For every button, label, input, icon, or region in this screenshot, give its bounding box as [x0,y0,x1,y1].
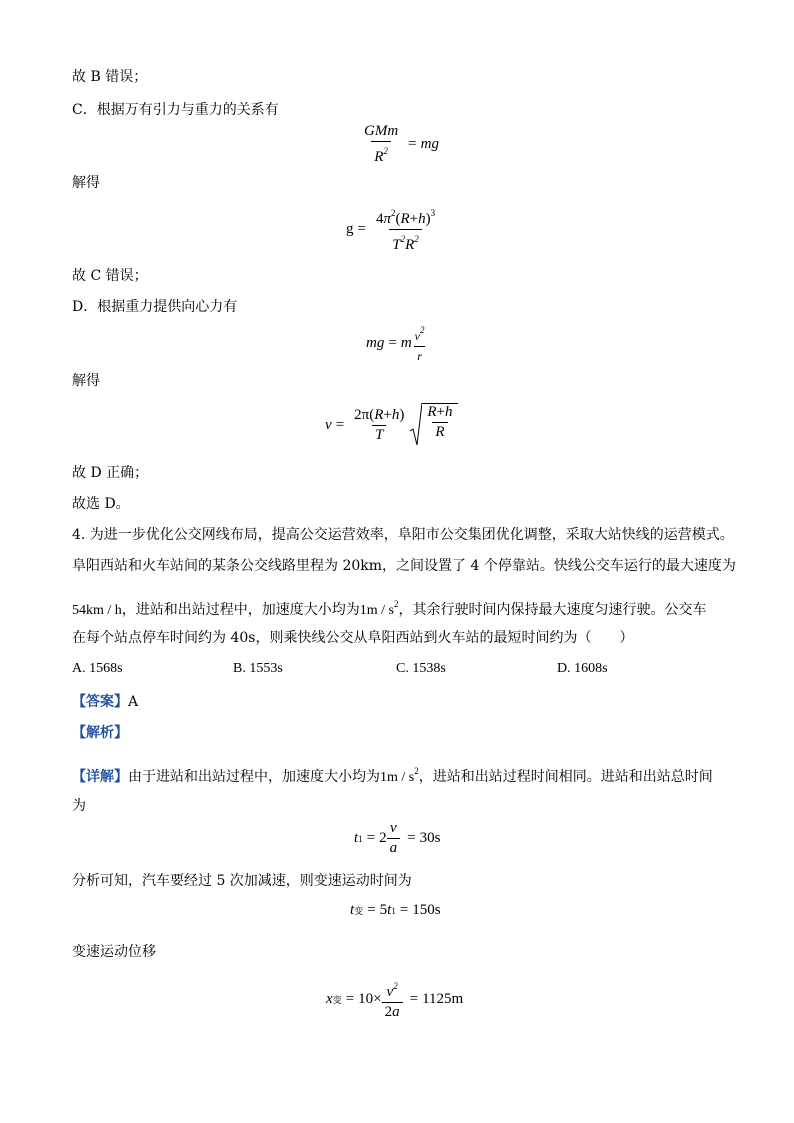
text-segment: ，进站和出站过程时间相同。进站和出站总时间 [418,769,713,785]
question-4-line-4: 在每个站点停车时间约为 40s，则乘快线公交从阜阳西站到火车站的最短时间约为（ ） [72,630,634,646]
text-d-intro: D．根据重力提供向心力有 [72,299,238,315]
question-4-line-3 [72,594,707,621]
equation-t-change: t 变 = 5 t 1 = 150s [350,902,441,918]
detail-line-2: 为 [72,798,86,814]
option-a: A. 1568s [72,661,123,676]
text-segment: ，其余行驶时间内保持最大速度匀速行驶。公交车 [398,602,707,618]
text-after-1: 分析可知，汽车要经过 5 次加减速，则变速运动时间为 [72,873,412,889]
detail-line [72,761,713,788]
equation-centripetal: mg = m $\frac{v^2}{r}$ [366,325,425,363]
text-segment: 由于进站和出站过程中，加速度大小均为 [128,769,380,785]
option-d: D. 1608s [557,661,608,676]
accel-value: $1m / s^2$ [359,599,399,618]
answer-value: A [128,694,139,710]
speed-value: 54km / h [72,603,122,618]
text-after-2: 变速运动位移 [72,944,156,960]
equation-v: v = $\frac{2\pi(R+h)}{T}$ $\frac{R+h}{R}$ [325,403,458,447]
text-b-wrong: 故 B 错误； [72,69,148,85]
text-solve-2: 解得 [72,373,100,389]
text-choose: 故选 D。 [72,496,130,512]
analysis-tag: 【解析】 [72,725,128,741]
answer-line [72,692,138,712]
text-d-right: 故 D 正确； [72,465,149,481]
question-4-line-1: 4. 为进一步优化公交网线布局，提高公交运营效率，阜阳市公交集团优化调整，采取大站快线的运营模式。 [72,527,734,543]
accel-unit: 1m / s [380,770,415,785]
equation-gravity: $\frac{\text{GMm}}{R^2}$ = mg [364,123,439,165]
detail-tag: 【详解】 [72,769,128,785]
option-c: C. 1538s [396,661,446,676]
text-c-intro: C．根据万有引力与重力的关系有 [72,102,279,118]
option-b: B. 1553s [233,661,283,676]
text-segment: ，进站和出站过程中，加速度大小均为 [121,602,360,618]
analysis-line [72,723,128,743]
accel-value: $1m / s^2$ [380,766,419,785]
equation-x-change: x 变 = 10× $\frac{v^2}{2a}$ = 1125m [326,981,464,1020]
answer-tag: 【答案】 [72,694,128,710]
question-4-line-2: 阜阳西站和火车站间的某条公交线路里程为 20km，之间设置了 4 个停靠站。快线公交车运行的最大速度为 [72,558,736,574]
text-c-wrong: 故 C 错误； [72,268,148,284]
text-solve-1: 解得 [72,175,100,191]
equation-g: g = $\frac{4\pi^2(R+h)^3}{T^2R^2}$ [346,208,436,253]
equation-t1: t 1 = 2 $\frac{v}{a}$ = 30s [354,820,441,856]
accel-unit: 1m / s [359,603,395,618]
